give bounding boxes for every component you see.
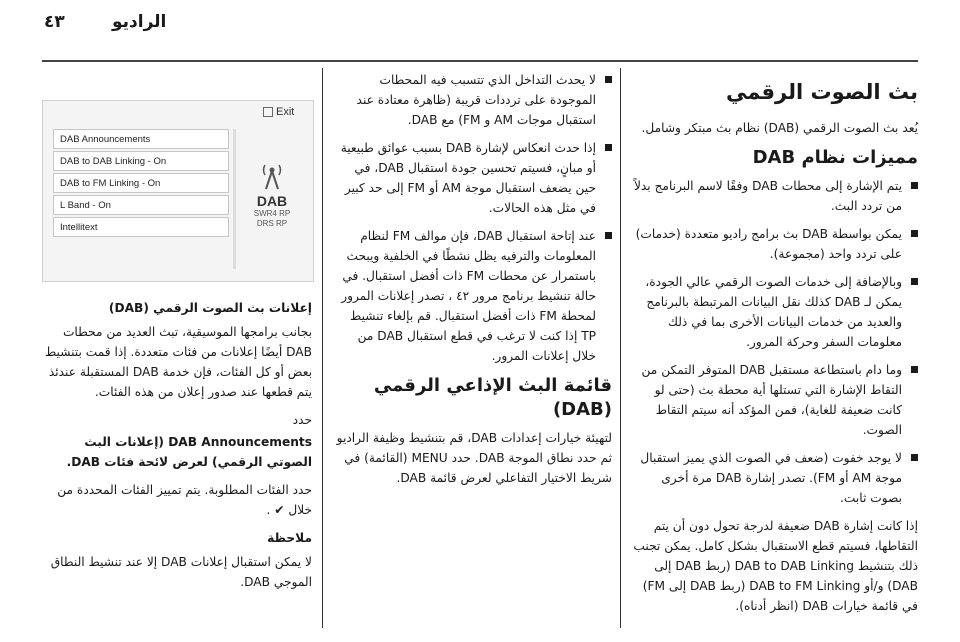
linking-paragraph: إذا كانت إشارة DAB ضعيفة لدرجة تحول دون أن يتم التقاطها، فسيتم قطع الاستقبال بشكل كامل. يمكن تجنب ذلك بتنشيط DAB to DAB Linking (ربط DAB إلى DAB) و/أو DAB to FM Linking (ربط DAB إلى FM) في قائمة خيارات DAB (انظر أدناه). — [633, 519, 918, 613]
station-info — [239, 161, 305, 229]
list-item: يتم الإشارة إلى محطات DAB وفقًا لاسم البرنامج بدلاً من تردد البث. — [632, 176, 918, 216]
select-categories-instruction: حدد الفئات المطلوبة. يتم تمييز الفئات المحددة من خلال ✔ . — [57, 483, 312, 517]
right-column — [632, 70, 918, 624]
middle-column — [334, 70, 612, 496]
page-number: ٤٣ — [44, 12, 65, 32]
column-divider-right — [620, 68, 621, 628]
menu-item-intellitext[interactable]: Intellitext — [53, 217, 229, 237]
list-scrollbar[interactable] — [233, 129, 236, 269]
feature-list — [632, 176, 918, 508]
list-item: وبالإضافة إلى خدمات الصوت الرقمي عالي الجودة، يمكن لـ DAB كذلك نقل البيانات المرتبطة بالبرنامج والعديد من خدمات البيانات الأخرى بما في ذلك معلومات السفر وحركة المرور. — [632, 272, 918, 352]
page-header — [0, 0, 960, 40]
note-label: ملاحظة — [267, 531, 312, 545]
dab-menu-screenshot — [42, 100, 314, 282]
menu-item-l-band[interactable]: L Band - On — [53, 195, 229, 215]
list-item: عند إتاحة استقبال DAB، فإن موالف FM لنظام المعلومات والترفيه يظل نشطًا في الخلفية ويبحث باستمرار عن محطات FM ذات أفضل استقبال. في حالة تنشيط برنامج مرور ٤٢ ، تصدر إعلانات المرور لمحطة FM ذات أفضل استقبال. قم بإلغاء تنشيط TP إذا كنت لا ترغب في قطع استقبال DAB من خلال إعلانات المرور. — [334, 226, 612, 366]
header-rule — [42, 60, 918, 62]
menu-item-dab-to-dab-linking[interactable]: DAB to DAB Linking - On — [53, 151, 229, 171]
list-item: لا يحدث التداخل الذي تتسبب فيه المحطات الموجودة على ترددات قريبة (ظاهرة معتادة عند استقبال موجات AM و FM) مع DAB. — [334, 70, 612, 130]
menu-item-dab-to-fm-linking[interactable]: DAB to FM Linking - On — [53, 173, 229, 193]
column-divider-left — [322, 68, 323, 628]
list-item: إذا حدث انعكاس لإشارة DAB بسبب عوائق طبيعية أو مبانٍ، فسيتم تحسين جودة استقبال DAB، في حين يضعف استقبال موجة AM أو FM إلى حد كبير في مثل هذه الحالات. — [334, 138, 612, 218]
left-column — [42, 298, 312, 600]
station-name-1: SWR4 RP — [253, 209, 291, 218]
list-item: لا يوجد خفوت (ضعف في الصوت الذي يميز استقبال موجة AM أو FM). تصدر إشارة DAB مرة أخرى بصوت ثابت. — [632, 448, 918, 508]
select-announcements-instruction: DAB Announcements (إعلانات البث الصوتي الرقمي) لعرض لائحة فئات DAB. — [66, 435, 312, 469]
station-name-2: DRS RP — [256, 219, 288, 228]
announcements-paragraph: بجانب برامجها الموسيقية، تبث العديد من محطات DAB أيضًا إعلانات من فئات متعددة. إذا قمت بتنشيط بعض أو كل الفئات، فإن خدمة DAB المستقبلة عندئذ يتم قطعها عند صدور إعلان من هذه الفئات. — [44, 325, 312, 399]
select-label: حدد — [292, 413, 312, 427]
intro-paragraph: يُعد بث الصوت الرقمي (DAB) نظام بث مبتكر وشامل. — [641, 121, 918, 135]
running-title: الراديو — [112, 12, 167, 32]
subheading-dab-features: مميزات نظام DAB — [752, 147, 918, 168]
menu-item-dab-announcements[interactable]: DAB Announcements — [53, 129, 229, 149]
station-band: DAB — [256, 193, 288, 209]
exit-icon — [263, 107, 273, 117]
list-item: وما دام باستطاعة مستقبل DAB المتوفر التمكن من التقاط الإشارة التي تستلها أية محطة بث (حتى لو كانت ضعيفة للغاية)، فمن المؤكد أنه سيتم التقاط الصوت. — [632, 360, 918, 440]
dab-menu-paragraph: لتهيئة خيارات إعدادات DAB، قم بتنشيط وظيفة الراديو ثم حدد نطاق الموجة DAB. حدد MENU (القائمة) في شريط الاختيار التفاعلي لعرض قائمة DAB. — [336, 431, 612, 485]
list-item: يمكن بواسطة DAB بث برامج راديو متعددة (خدمات) على تردد واحد (مجموعة). — [632, 224, 918, 264]
feature-list-continued — [334, 70, 612, 366]
section-heading-dab: بث الصوت الرقمي — [725, 80, 918, 104]
note-text: لا يمكن استقبال إعلانات DAB إلا عند تنشيط النطاق الموجي DAB. — [50, 555, 312, 589]
radio-tower-icon — [257, 161, 287, 191]
announcements-title: إعلانات بث الصوت الرقمي (DAB) — [108, 301, 312, 315]
exit-button[interactable] — [263, 106, 294, 118]
dab-options-list — [53, 129, 229, 239]
section-heading-dab-menu: قائمة البث الإذاعي الرقمي (DAB) — [373, 375, 612, 420]
exit-label: Exit — [276, 106, 295, 118]
screen-top-bar — [43, 101, 313, 123]
